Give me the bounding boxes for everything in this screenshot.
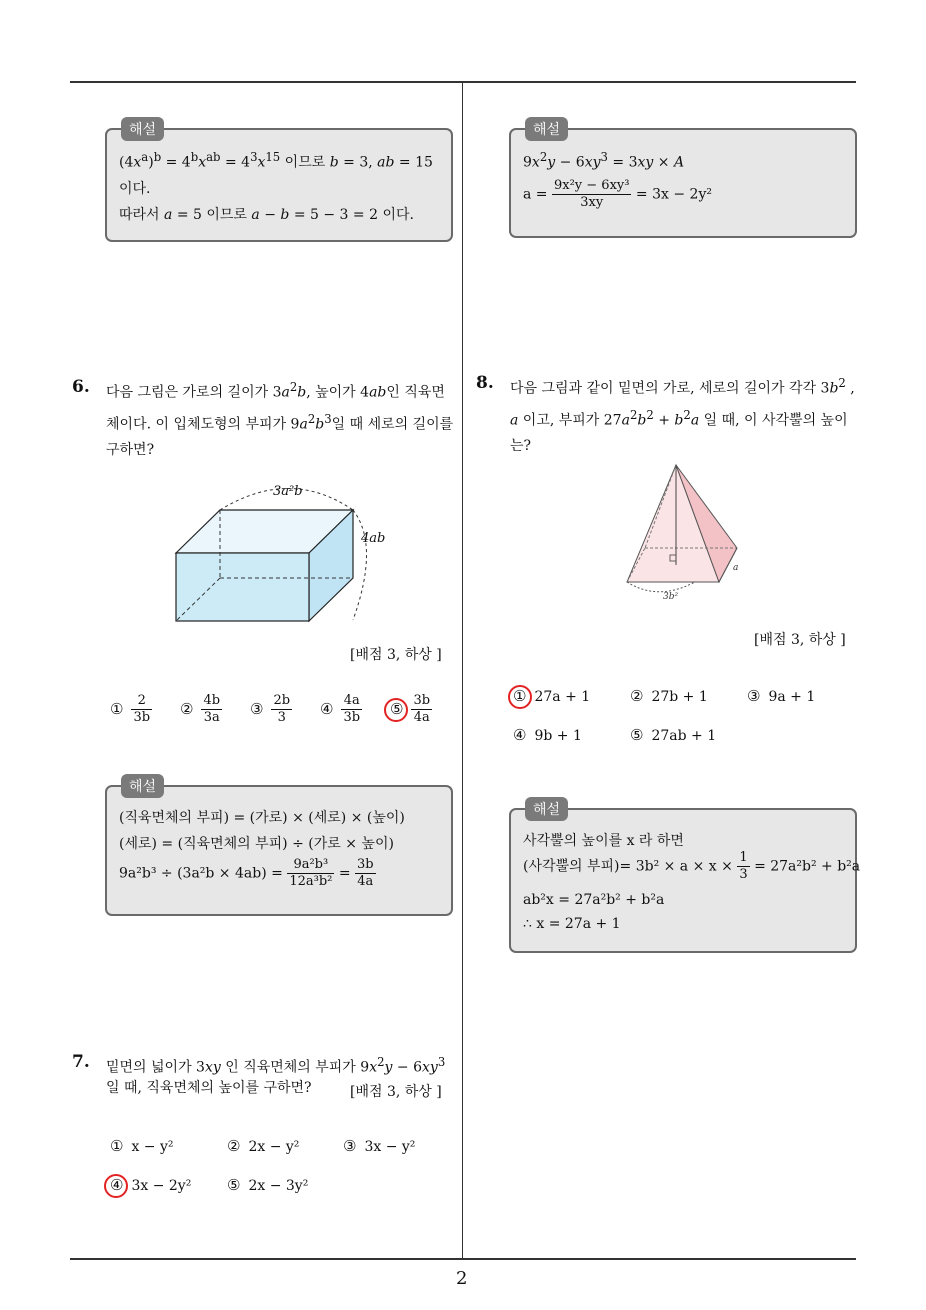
choice-1[interactable] (110, 693, 152, 726)
solution-tag: 해설 (121, 774, 164, 798)
choice-5[interactable] (227, 1176, 308, 1194)
answer-circle (384, 698, 408, 722)
question-number: 8. (476, 373, 494, 393)
solution-expression: (사각뿔의 부피)= 3b² × a × x × (523, 858, 733, 875)
choice-4[interactable] (513, 726, 582, 744)
choice-marker: ⑤ (390, 699, 404, 718)
base-depth-label: a (733, 563, 739, 573)
choice-text: 3x − 2y² (131, 1178, 192, 1194)
solution-tag: 해설 (121, 117, 164, 141)
solution-line (119, 857, 376, 890)
choice-fraction: $\frac{4b}{3a}$ (203, 693, 221, 725)
choice-2[interactable] (630, 687, 708, 705)
solution-line: (직육면체의 부피) = (가로) × (세로) × (높이) (119, 810, 405, 826)
choice-marker: ② (630, 687, 644, 705)
choice-3[interactable] (250, 693, 292, 726)
choice-marker: ① (110, 699, 124, 718)
page-number: 2 (456, 1268, 468, 1289)
choice-marker: ⑤ (227, 1176, 241, 1194)
choice-4[interactable] (320, 693, 362, 726)
choice-fraction: $\frac{3b}{4a}$ (413, 693, 431, 725)
choice-text: 27ab + 1 (651, 728, 717, 744)
question-text: 일 때, 직육면체의 높이를 구하면? (106, 1080, 312, 1096)
choice-marker: ④ (110, 1176, 124, 1194)
question-number: 6. (72, 377, 90, 397)
solution-fraction: $\frac{\text{9x²y − 6xy³}}{3xy}$ (553, 178, 630, 210)
choice-fraction: $\frac{2}{3b}$ (133, 693, 151, 725)
choice-marker: ① (110, 1137, 124, 1155)
solution-tag: 해설 (525, 117, 568, 141)
choice-5[interactable] (630, 726, 716, 744)
base-width-label: 3b² (663, 592, 679, 602)
solution-expression: = 27a²b² + b²a (754, 858, 861, 875)
question-number: 7. (72, 1052, 90, 1072)
cuboid-figure (165, 475, 400, 635)
solution-line (523, 178, 712, 211)
score-info: [배점 3, 하상 ] (754, 632, 846, 648)
column-divider (462, 83, 463, 1259)
solution-line: ∴ x = 27a + 1 (523, 916, 621, 932)
choice-marker: ⑤ (630, 726, 644, 744)
bottom-rule (70, 1258, 856, 1260)
solution-expression: 9a²b³ ÷ (3a²b × 4ab) = (119, 865, 283, 882)
choice-2[interactable] (180, 693, 222, 726)
choice-marker: ④ (513, 726, 527, 744)
solution-tag: 해설 (525, 797, 568, 821)
width-label: 3a²b (273, 484, 303, 499)
choice-marker: ② (180, 699, 194, 718)
question-text: 다음 그림과 같이 밑면의 가로, 세로의 길이가 각각 $3b^2$ , a 이고, 부피가 $27a^2b^2 + b^2a$ 일 때, 이 사각뿔의 높이는? (510, 376, 855, 455)
choice-text: 3x − y² (364, 1139, 416, 1155)
choice-marker: ③ (747, 687, 761, 705)
solution-box-q6 (105, 779, 453, 916)
choice-marker: ③ (250, 699, 264, 718)
score-info: [배점 3, 하상 ] (350, 1084, 442, 1100)
solution-box-q5 (105, 122, 453, 242)
solution-expression: a = (523, 186, 548, 203)
height-label: 4ab (361, 531, 386, 546)
choice-3[interactable] (747, 687, 815, 705)
solution-fraction: $\frac{\text{9a²b³}}{\text{12a³b²}}$ (289, 857, 333, 889)
solution-line: 따라서 a = 5 이므로 a − b = 5 − 3 = 2 이다. (119, 207, 414, 223)
solution-line: $(4x^a)^b = 4^bx^{ab} = 4^3x^{15}$ 이므로 b = 3, ab = 15 (119, 150, 433, 171)
solution-fraction: $\frac{3b}{4a}$ (357, 857, 374, 889)
pyramid-figure (615, 460, 750, 605)
question-text: 다음 그림은 가로의 길이가 $3a^2b$, 높이가 4ab인 직육면체이다. 이 입체도형의 부피가 $9a^2b^3$일 때 세로의 길이를 구하면? (106, 380, 454, 459)
choice-text: 9b + 1 (534, 728, 582, 744)
choice-text: 27a + 1 (534, 689, 591, 705)
choice-text: 9a + 1 (768, 689, 816, 705)
solution-fraction: $\frac{1}{3}$ (739, 850, 748, 882)
choice-text: x − y² (131, 1139, 174, 1155)
equals-sign: = (338, 865, 351, 882)
solution-expression: = 3x − 2y² (635, 186, 712, 203)
choice-fraction: $\frac{2b}{3}$ (273, 693, 291, 725)
top-rule (70, 81, 856, 83)
choice-text: 2x − y² (248, 1139, 300, 1155)
solution-line: 사각뿔의 높이를 x 라 하면 (523, 833, 684, 849)
choice-marker: ② (227, 1137, 241, 1155)
choice-text: 27b + 1 (651, 689, 708, 705)
solution-line (523, 850, 860, 883)
solution-line: (세로) = (직육면체의 부피) ÷ (가로 × 높이) (119, 836, 394, 852)
solution-line: $9x^2y - 6xy^3 = 3xy \times A$ (523, 150, 685, 171)
solution-box-q8 (509, 802, 861, 953)
question-text: 밑면의 넓이가 3xy 인 직육면체의 부피가 $9x^2y - 6xy^3$ (106, 1055, 446, 1076)
solution-line: 이다. (119, 181, 151, 197)
choice-3[interactable] (343, 1137, 415, 1155)
choice-2[interactable] (227, 1137, 299, 1155)
choice-marker: ③ (343, 1137, 357, 1155)
choice-marker: ① (513, 687, 527, 705)
choice-1[interactable] (110, 1137, 174, 1155)
solution-line: ab²x = 27a²b² + b²a (523, 892, 665, 908)
solution-box-q7 (509, 122, 857, 238)
score-info: [배점 3, 하상 ] (350, 647, 442, 663)
answer-circle (508, 685, 532, 709)
answer-circle (104, 1174, 128, 1198)
choice-text: 2x − 3y² (248, 1178, 309, 1194)
choice-marker: ④ (320, 699, 334, 718)
choice-fraction: $\frac{4a}{3b}$ (343, 693, 361, 725)
